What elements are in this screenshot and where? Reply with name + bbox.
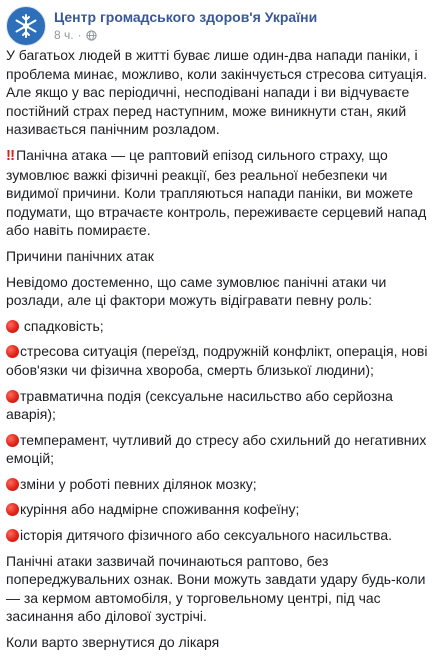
post-body bbox=[6, 46, 438, 659]
list-item: куріння або надмірне споживання кофеїну; bbox=[6, 500, 438, 519]
red-circle-icon bbox=[6, 390, 19, 403]
post-timestamp[interactable]: 8 ч. bbox=[54, 28, 74, 42]
post-header bbox=[6, 6, 436, 46]
globe-icon[interactable] bbox=[86, 30, 97, 41]
section-heading-doctor: Коли варто звернутися до лікаря bbox=[6, 634, 220, 651]
page-avatar[interactable] bbox=[6, 6, 46, 46]
page-name-link[interactable]: Центр громадського здоров'я України bbox=[54, 9, 318, 25]
list-item: історія дитячого фізичного або сексуального насильства. bbox=[6, 526, 438, 545]
red-circle-icon bbox=[6, 529, 19, 542]
list-item: зміни у роботі певних ділянок мозку; bbox=[6, 475, 438, 494]
red-circle-icon bbox=[6, 345, 19, 358]
red-circle-icon bbox=[6, 503, 19, 516]
snowflake-logo-icon bbox=[12, 12, 40, 40]
red-circle-icon bbox=[6, 478, 19, 491]
list-item: стресова ситуація (переїзд, подружній конфлікт, операція, нові обов'язки чи фізична хвороба, смерть близької людини); bbox=[6, 343, 428, 378]
list-item: спадковість; bbox=[6, 317, 438, 336]
red-circle-icon bbox=[6, 434, 19, 447]
paragraph-definition-text: Панічна атака — це раптовий епізод сильного страху, що зумовлює важкі фізичні реакції, без реальної небезпеки чи видимої причини. Коли трапляються напади паніки, ви можете подумати, що втрачаєте контроль, переживаєте серцевий напад або навіть помираєте. bbox=[6, 146, 427, 239]
list-item: темперамент, чутливий до стресу або схильний до негативних емоцій; bbox=[6, 431, 427, 467]
section-heading-causes: Причини панічних атак bbox=[6, 247, 154, 264]
double-exclamation-icon: ‼ bbox=[6, 146, 14, 164]
red-circle-icon bbox=[6, 320, 19, 333]
paragraph-intro: У багатьох людей в житті буває лише один-два напади паніки, і проблема минає, можливо, коли закінчується стресова ситуація. Але якщо у вас періодичні, несподівані напади і ви відчуваєте постійний страх перед наступним, може виникнути стан, який називається панічним розладом. bbox=[6, 47, 428, 138]
post-meta: 8 ч. · bbox=[54, 28, 97, 42]
paragraph-onset: Панічні атаки зазвичай починаються раптово, без попереджувальних ознак. Вони можуть завдати удару будь-коли — за кермом автомобіля, у торговельному центрі, під час засинання або ділової зустрічі. bbox=[6, 552, 426, 625]
paragraph-definition bbox=[6, 146, 438, 240]
list-item: травматична подія (сексуальне насильство або серйозна аварія); bbox=[6, 387, 393, 423]
paragraph-causes-intro: Невідомо достеменно, що саме зумовлює панічні атаки чи розлади, але ці фактори можуть відігравати певну роль: bbox=[6, 273, 387, 309]
